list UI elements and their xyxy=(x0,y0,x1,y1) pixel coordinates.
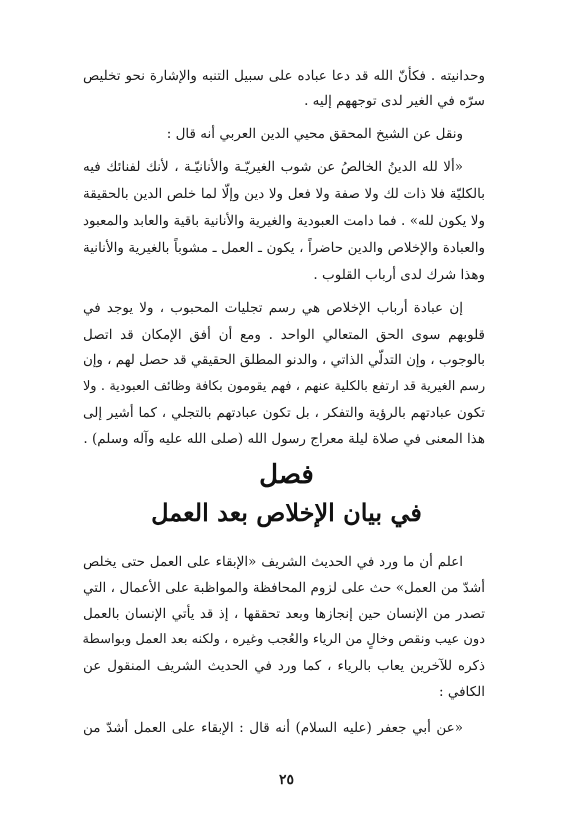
text-line: وحدانيته . فكأنّ الله قد دعا عباده على سبيل التنبه والإشارة نحو تخليص xyxy=(83,68,485,84)
text-line: اعلم أن ما ورد في الحديث الشريف «الإبقاء على العمل حتى يخلص xyxy=(83,554,463,570)
text-line: تكون عبادتهم بالرؤية والتفكر ، بل تكون عبادتهم بالتجلي ، كما أشير إلى xyxy=(83,405,485,421)
quote-line: «عن أبي جعفر (عليه السلام) أنه قال : الإبقاء على العمل أشدّ من xyxy=(83,720,463,736)
page-number: ٢٥ xyxy=(278,772,295,788)
text-line: بالوجوب ، وإن التدلّي الذاتي ، والدنو المطلق الحقيقي قد حصل لهم ، وإن xyxy=(83,353,485,368)
text-line: رسم الغيرية قد ارتفع بالكلية عنهم ، فهم يقومون بكافة وظائف العبودية . ولا xyxy=(83,379,485,394)
text-line: إن عبادة أرباب الإخلاص هي رسم تجليات المحبوب ، ولا يوجد في xyxy=(83,300,463,316)
text-line: ذكره للآخرين يعاب بالرياء ، كما ورد في الحديث الشريف المنقول عن xyxy=(83,658,485,674)
quote-line: «ألا لله الدينُ الخالصُ عن شوب الغيريّـة والأنانيّـة ، لأنك لفنائك فيه xyxy=(83,159,463,175)
text-line: سرّه في الغير لدى توجههم إليه . xyxy=(304,93,485,109)
section-subtitle: في بيان الإخلاص بعد العمل xyxy=(151,498,422,527)
quote-line: ولا يكون لله» . فما دامت العبودية والغيرية والأنانية باقية والعابد والمعبود xyxy=(83,213,485,229)
text-line: هذا المعنى في صلاة ليلة معراج رسول الله (صلى الله عليه وآله وسلم) . xyxy=(83,431,485,447)
text-line: أشدّ من العمل» حث على لزوم المحافظة والمواظبة على الأعمال ، التي xyxy=(83,580,485,596)
text-line: دون عيب ونقص وخالٍ من الرياء والعُجب وغيره ، ولكنه بعد العمل وبواسطة xyxy=(82,632,485,647)
text-line: الكافي : xyxy=(439,684,485,700)
section-title: فصل xyxy=(259,460,314,490)
text-line: تصدر من الإنسان حين إنجازها وبعد تحققها ، إذ قد يأتي الإنسان بالعمل xyxy=(83,606,485,622)
text-line: ونقل عن الشيخ المحقق محيي الدين العربي أنه قال : xyxy=(166,126,463,142)
quote-line: بالكليّة فلا ذات لك ولا صفة ولا فعل ولا دين وإلّا لما خلص الدين بالحقيقة xyxy=(83,186,485,202)
quote-line: وهذا شرك لدى أرباب القلوب . xyxy=(313,267,485,283)
text-line: قلوبهم سوى الحق المتعالي الواحد . ومع أن أفق الإمكان قد اتصل xyxy=(83,327,485,343)
quote-line: والعبادة والإخلاص والدين حاضراً ، يكون ـ العمل ـ مشوباً بالغيرية والأنانية xyxy=(83,240,485,256)
